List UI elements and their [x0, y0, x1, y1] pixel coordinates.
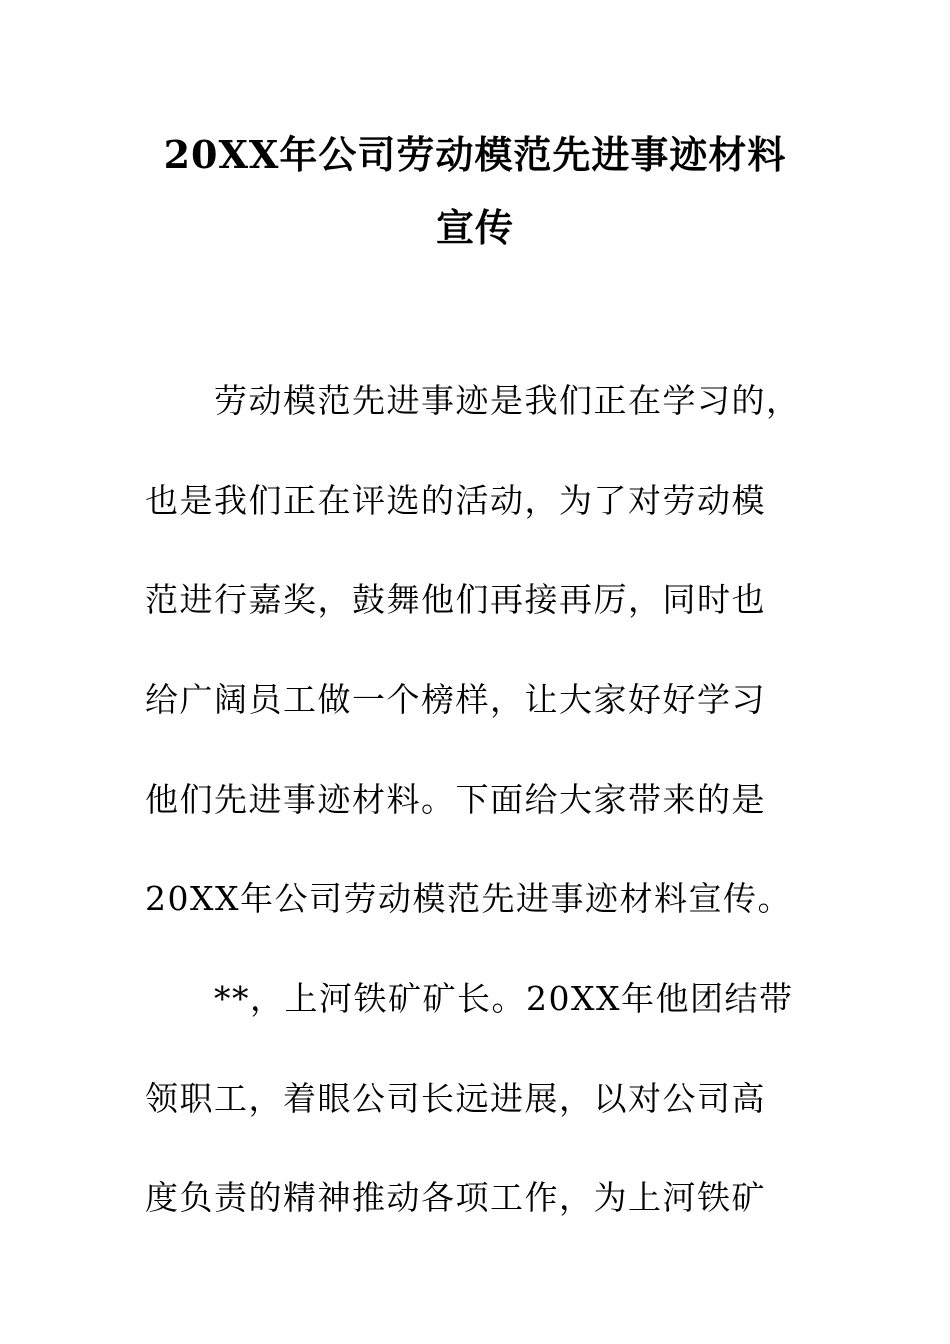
document-title-line-2: 宣传	[435, 205, 514, 250]
body-line-4: 给广阔员工做一个榜样，让大家好好学习	[145, 680, 766, 719]
body-line-2: 也是我们正在评选的活动，为了对劳动模	[145, 481, 766, 520]
body-line-9: 度负责的精神推动各项工作，为上河铁矿	[145, 1178, 766, 1217]
body-line-3: 范进行嘉奖，鼓舞他们再接再厉，同时也	[145, 580, 766, 619]
document-title-line-1: 20XX年公司劳动模范先进事迹材料	[163, 132, 787, 177]
body-line-6: 20XX年公司劳动模范先进事迹材料宣传。	[145, 879, 792, 918]
body-line-8: 领职工，着眼公司长远进展，以对公司高	[145, 1079, 766, 1118]
body-line-7: **，上河铁矿矿长。20XX年他团结带	[214, 979, 794, 1018]
body-line-5: 他们先进事迹材料。下面给大家带来的是	[145, 780, 766, 819]
body-line-1: 劳动模范先进事迹是我们正在学习的，	[214, 381, 801, 420]
